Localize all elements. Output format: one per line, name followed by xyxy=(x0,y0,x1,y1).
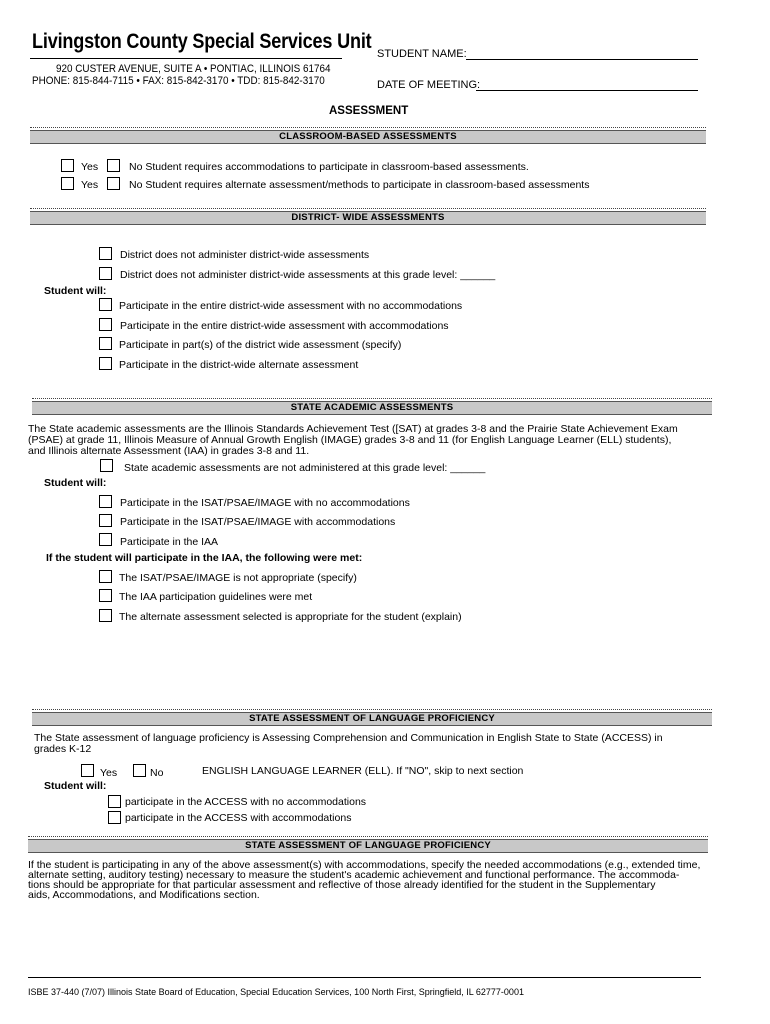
district-option4-checkbox[interactable] xyxy=(99,357,112,370)
classroom-row1-yes-checkbox[interactable] xyxy=(61,159,74,172)
iaa-heading: If the student will participate in the IAA, the following were met: xyxy=(46,552,363,564)
state-option2-label: Participate in the ISAT/PSAE/IMAGE with accommodations xyxy=(120,516,396,528)
language-section-band xyxy=(32,712,712,726)
iaa-option1-label: The ISAT/PSAE/IMAGE is not appropriate (specify) xyxy=(119,572,357,584)
org-phones: PHONE: 815-844-7115 • FAX: 815-842-3170 • TDD: 815-842-3170 xyxy=(32,75,325,87)
state-student-will: Student will: xyxy=(44,477,107,489)
ell-yes-checkbox[interactable] xyxy=(81,764,94,777)
state-option3-label: Participate in the IAA xyxy=(120,536,219,548)
accommodations-line3: tions should be appropriate for that particular assessment and reflective of those already identified for the student in the Supplementary xyxy=(28,879,656,891)
access-option2-checkbox[interactable] xyxy=(108,811,121,824)
classroom-row1-no-checkbox[interactable] xyxy=(107,159,120,172)
accommodations-section-heading: STATE ASSESSMENT OF LANGUAGE PROFICIENCY xyxy=(245,840,491,851)
org-address: 920 CUSTER AVENUE, SUITE A • PONTIAC, ILLINOIS 61764 xyxy=(56,63,331,75)
state-section-band xyxy=(32,401,712,415)
state-intro-line1: The State academic assessments are the Illinois Standards Achievement Test ([SAT) at grades 3-8 and the Prairie State Achievement Exam xyxy=(28,423,678,435)
iaa-option2-label: The IAA participation guidelines were met xyxy=(119,591,313,603)
classroom-section-heading: CLASSROOM-BASED ASSESSMENTS xyxy=(279,131,457,142)
access-option1-checkbox[interactable] xyxy=(108,795,121,808)
district-not-administered-label: District does not administer district-wide assessments xyxy=(120,249,370,261)
state-option1-checkbox[interactable] xyxy=(99,495,112,508)
state-intro-line3: and Illinois alternate Assessment (IAA) in grades 3-8 and 11. xyxy=(28,445,310,457)
iaa-option1-checkbox[interactable] xyxy=(99,570,112,583)
district-student-will: Student will: xyxy=(44,285,107,297)
state-intro-line2: (PSAE) at grade 11, Illinois Measure of Annual Growth English (IMAGE) grades 3-8 and 11 (for English Language Learner (ELL) students), xyxy=(28,434,672,446)
ell-description: ENGLISH LANGUAGE LEARNER (ELL). If "NO", skip to next section xyxy=(202,765,524,777)
classroom-row2-text: No Student requires alternate assessment/methods to participate in classroom-based assessments xyxy=(129,179,590,191)
ell-no-checkbox[interactable] xyxy=(133,764,146,777)
accommodations-line4: aids, Accommodations, and Modifications section. xyxy=(28,889,260,901)
accommodations-line1: If the student is participating in any of the above assessment(s) with accommodations, specify the needed accommodations (e.g., extended time, xyxy=(28,859,701,871)
district-not-administered-checkbox[interactable] xyxy=(99,247,112,260)
state-not-administered-checkbox[interactable] xyxy=(100,459,113,472)
iaa-option3-checkbox[interactable] xyxy=(99,609,112,622)
classroom-row2-yes-checkbox[interactable] xyxy=(61,177,74,190)
org-title: Livingston County Special Services Unit xyxy=(32,30,372,53)
district-option3-label: Participate in part(s) of the district wide assessment (specify) xyxy=(119,339,402,351)
date-of-meeting-label: DATE OF MEETING: xyxy=(377,79,481,91)
ell-yes-label: Yes xyxy=(100,767,118,779)
district-not-at-grade-checkbox[interactable] xyxy=(99,267,112,280)
ell-no-label: No xyxy=(150,767,164,779)
district-option2-label: Participate in the entire district-wide assessment with accommodations xyxy=(120,320,449,332)
classroom-section-band xyxy=(30,130,706,144)
access-option2-label: participate in the ACCESS with accommodations xyxy=(125,812,352,824)
district-option4-label: Participate in the district-wide alternate assessment xyxy=(119,359,359,371)
district-not-at-grade-label: District does not administer district-wide assessments at this grade level: ______ xyxy=(120,269,496,281)
iaa-option2-checkbox[interactable] xyxy=(99,589,112,602)
classroom-row2-yes-label: Yes xyxy=(81,179,99,191)
state-option3-checkbox[interactable] xyxy=(99,533,112,546)
state-option2-checkbox[interactable] xyxy=(99,514,112,527)
language-student-will: Student will: xyxy=(44,780,107,792)
title-underline xyxy=(30,58,342,59)
iaa-option3-label: The alternate assessment selected is appropriate for the student (explain) xyxy=(119,611,462,623)
footer-text: ISBE 37-440 (7/07) Illinois State Board of Education, Special Education Services, 100 North First, Springfield, IL 62777-0001 xyxy=(28,987,524,997)
state-not-administered-label: State academic assessments are not administered at this grade level: ______ xyxy=(124,462,486,474)
student-name-field[interactable] xyxy=(466,47,698,60)
footer-rule xyxy=(28,977,701,978)
language-intro-line2: grades K-12 xyxy=(34,743,92,755)
date-of-meeting-field[interactable] xyxy=(476,78,698,91)
access-option1-label: participate in the ACCESS with no accommodations xyxy=(125,796,367,808)
language-intro-line1: The State assessment of language proficiency is Assessing Comprehension and Communication in English State to State (ACCESS) in xyxy=(34,732,663,744)
classroom-row1-text: No Student requires accommodations to participate in classroom-based assessments. xyxy=(129,161,529,173)
accommodations-line2: alternate setting, auditory testing) necessary to measure the student's academic achievement and functional performance. The accommoda- xyxy=(28,869,680,881)
state-option1-label: Participate in the ISAT/PSAE/IMAGE with no accommodations xyxy=(120,497,410,509)
district-option2-checkbox[interactable] xyxy=(99,318,112,331)
state-section-heading: STATE ACADEMIC ASSESSMENTS xyxy=(290,402,454,413)
classroom-row1-yes-label: Yes xyxy=(81,161,99,173)
district-option3-checkbox[interactable] xyxy=(99,337,112,350)
assessment-title: ASSESSMENT xyxy=(329,105,409,117)
student-name-label: STUDENT NAME: xyxy=(377,48,467,60)
district-option1-checkbox[interactable] xyxy=(99,298,112,311)
accommodations-section-band xyxy=(28,839,708,853)
classroom-row2-no-checkbox[interactable] xyxy=(107,177,120,190)
district-section-band xyxy=(30,211,706,225)
language-section-heading: STATE ASSESSMENT OF LANGUAGE PROFICIENCY xyxy=(249,713,495,724)
district-option1-label: Participate in the entire district-wide assessment with no accommodations xyxy=(119,300,463,312)
district-section-heading: DISTRICT- WIDE ASSESSMENTS xyxy=(291,212,445,223)
